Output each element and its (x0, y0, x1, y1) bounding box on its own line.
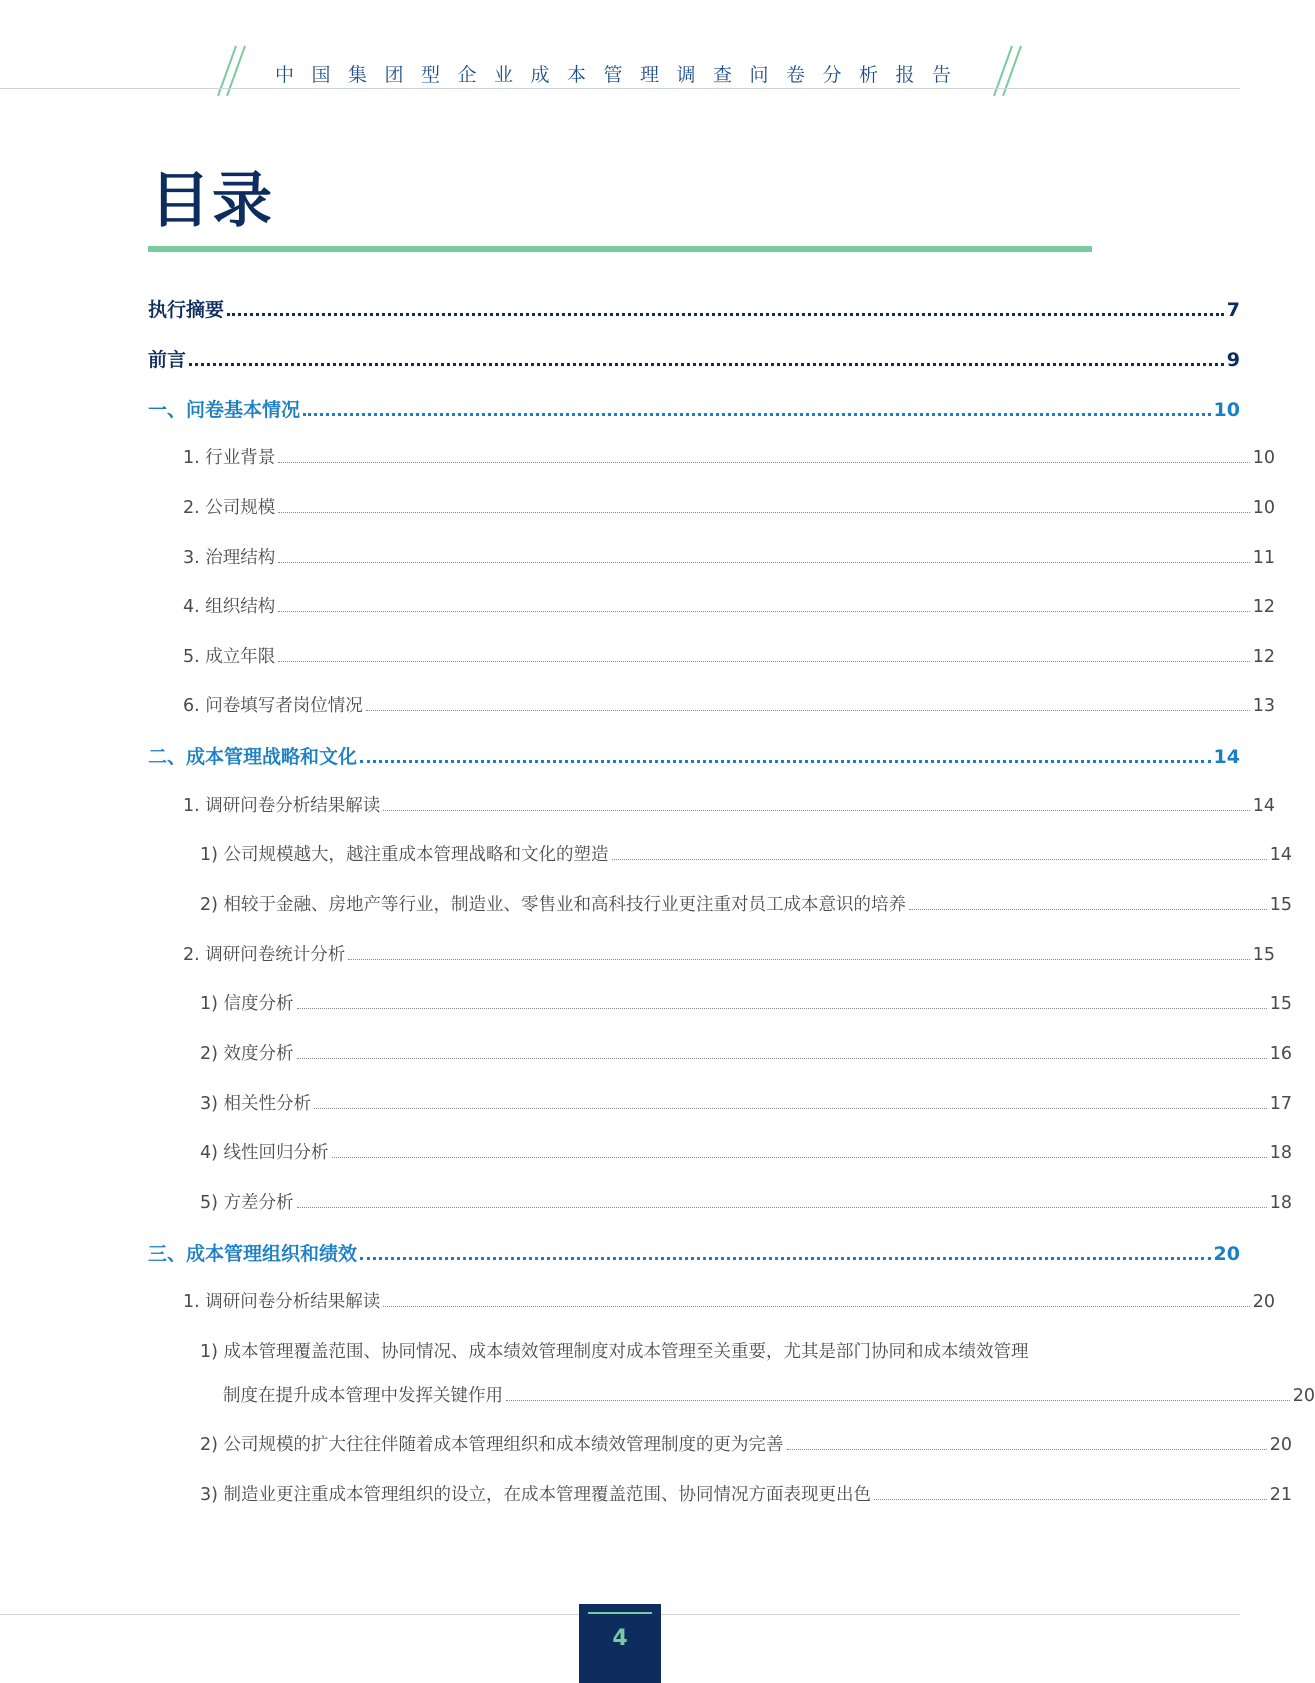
toc-leader-dots (278, 512, 1249, 513)
toc-entry[interactable] (0, 792, 1275, 817)
page-number-badge (579, 1604, 661, 1683)
toc-entry[interactable] (0, 1040, 1292, 1065)
toc-entry[interactable] (0, 593, 1275, 618)
toc-leader-dots (278, 462, 1249, 463)
toc-page-number: 20 (1252, 1292, 1275, 1312)
toc-entry-title: 2. 调研问卷统计分析 (183, 945, 346, 965)
toc-leader-dots (874, 1499, 1267, 1500)
toc-leader-dots (297, 1207, 1267, 1208)
toc-page-number: 10 (1252, 448, 1275, 468)
toc-page-number: 15 (1252, 945, 1275, 965)
toc-entry-title: 前言 (148, 349, 187, 371)
toc-leader-dots (278, 562, 1249, 563)
toc-leader-dots (360, 1257, 1211, 1260)
toc-page-number: 20 (1292, 1386, 1315, 1406)
header-divider (0, 88, 1240, 89)
toc-page-number: 17 (1269, 1094, 1292, 1114)
toc-entry-executive-summary[interactable] (0, 295, 1240, 322)
toc-leader-dots (278, 611, 1249, 612)
toc-leader-dots (383, 810, 1249, 811)
toc-leader-dots (506, 1400, 1290, 1401)
toc-page-number: 10 (1213, 399, 1240, 421)
toc-leader-dots (189, 363, 1224, 366)
toc-section-1[interactable] (0, 395, 1240, 422)
toc-entry-title: 1. 调研问卷分析结果解读 (183, 796, 381, 816)
toc-entry-title: 5) 方差分析 (200, 1193, 294, 1213)
page-number-accent (588, 1612, 652, 1614)
toc-entry[interactable] (0, 692, 1275, 717)
toc-entry-title: 制度在提升成本管理中发挥关键作用 (223, 1386, 503, 1406)
toc-leader-dots (787, 1449, 1267, 1450)
toc-page-number: 15 (1269, 895, 1292, 915)
toc-entry[interactable] (0, 1382, 1315, 1407)
toc-page-number: 18 (1269, 1193, 1292, 1213)
toc-page-number: 9 (1226, 349, 1240, 371)
toc-entry-title: 3) 相关性分析 (200, 1094, 312, 1114)
toc-entry-title: 5. 成立年限 (183, 647, 276, 667)
toc-page-number: 13 (1252, 696, 1275, 716)
toc-entry[interactable] (0, 891, 1292, 916)
toc-entry-title: 1. 调研问卷分析结果解读 (183, 1292, 381, 1312)
toc-section-2[interactable] (0, 742, 1240, 769)
toc-entry-title: 2) 相较于金融、房地产等行业，制造业、零售业和高科技行业更注重对员工成本意识的培养 (200, 895, 907, 915)
toc-leader-dots (278, 661, 1249, 662)
toc-entry-title: 2. 公司规模 (183, 498, 276, 518)
toc-entry[interactable] (0, 1288, 1275, 1313)
toc-entry[interactable] (0, 444, 1275, 469)
toc-entry[interactable] (0, 494, 1275, 519)
toc-entry-title: 4) 线性回归分析 (200, 1143, 329, 1163)
toc-page-number: 14 (1213, 746, 1240, 768)
toc-page-number: 11 (1252, 548, 1275, 568)
toc-entry-foreword[interactable] (0, 345, 1240, 372)
toc-leader-dots (297, 1058, 1267, 1059)
toc-entry-title: 3. 治理结构 (183, 548, 276, 568)
toc-leader-dots (612, 859, 1267, 860)
toc-entry-title: 2) 效度分析 (200, 1044, 294, 1064)
toc-entry-title: 1) 信度分析 (200, 994, 294, 1014)
toc-page-number: 20 (1213, 1243, 1240, 1265)
toc-entry[interactable] (0, 1189, 1292, 1214)
toc-page-number: 12 (1252, 597, 1275, 617)
toc-page-number: 18 (1269, 1143, 1292, 1163)
page-title: 目录 (150, 166, 274, 236)
toc-leader-dots (314, 1108, 1267, 1109)
toc-entry-title: 6. 问卷填写者岗位情况 (183, 696, 363, 716)
toc-entry[interactable] (0, 1431, 1292, 1456)
toc-entry[interactable] (0, 1481, 1292, 1506)
report-header-title: 中国集团型企业成本管理调查问卷分析报告 (275, 64, 969, 86)
toc-page-number: 10 (1252, 498, 1275, 518)
toc-leader-dots (366, 710, 1250, 711)
toc-entry-wrapped-first-line[interactable]: 1) 成本管理覆盖范围、协同情况、成本绩效管理制度对成本管理至关重要，尤其是部门协同和成本绩效管理 (200, 1342, 1029, 1362)
toc-entry-title: 三、成本管理组织和绩效 (148, 1243, 358, 1265)
toc-page-number: 21 (1269, 1485, 1292, 1505)
header-right-slash-icon (990, 44, 1024, 98)
toc-page-number: 15 (1269, 994, 1292, 1014)
toc-entry-title: 1. 行业背景 (183, 448, 276, 468)
toc-leader-dots (909, 909, 1267, 910)
toc-entry[interactable] (0, 990, 1292, 1015)
toc-leader-dots (303, 413, 1211, 416)
toc-entry-title: 4. 组织结构 (183, 597, 276, 617)
toc-entry[interactable] (0, 841, 1292, 866)
toc-entry-title: 执行摘要 (148, 299, 225, 321)
toc-page-number: 7 (1226, 299, 1240, 321)
toc-leader-dots (332, 1157, 1267, 1158)
toc-entry[interactable] (0, 1090, 1292, 1115)
toc-entry-title: 2) 公司规模的扩大往往伴随着成本管理组织和成本绩效管理制度的更为完善 (200, 1435, 784, 1455)
toc-page-number: 20 (1269, 1435, 1292, 1455)
header-left-slash-icon (214, 44, 248, 98)
toc-leader-dots (227, 313, 1224, 316)
toc-section-3[interactable] (0, 1239, 1240, 1266)
toc-page-number: 14 (1269, 845, 1292, 865)
toc-entry-title: 一、问卷基本情况 (148, 399, 301, 421)
toc-entry[interactable] (0, 941, 1275, 966)
toc-leader-dots (348, 959, 1249, 960)
toc-entry-title: 二、成本管理战略和文化 (148, 746, 358, 768)
toc-entry[interactable] (0, 1139, 1292, 1164)
toc-entry-title: 1) 公司规模越大，越注重成本管理战略和文化的塑造 (200, 845, 609, 865)
title-underline (148, 246, 1092, 252)
toc-page-number: 14 (1252, 796, 1275, 816)
page-number: 4 (612, 1626, 628, 1651)
toc-leader-dots (297, 1008, 1267, 1009)
toc-entry[interactable] (0, 643, 1275, 668)
toc-page-number: 12 (1252, 647, 1275, 667)
toc-leader-dots (383, 1306, 1249, 1307)
toc-page-number: 16 (1269, 1044, 1292, 1064)
toc-leader-dots (360, 760, 1211, 763)
toc-entry-title: 3) 制造业更注重成本管理组织的设立，在成本管理覆盖范围、协同情况方面表现更出色 (200, 1485, 872, 1505)
toc-entry[interactable] (0, 544, 1275, 569)
